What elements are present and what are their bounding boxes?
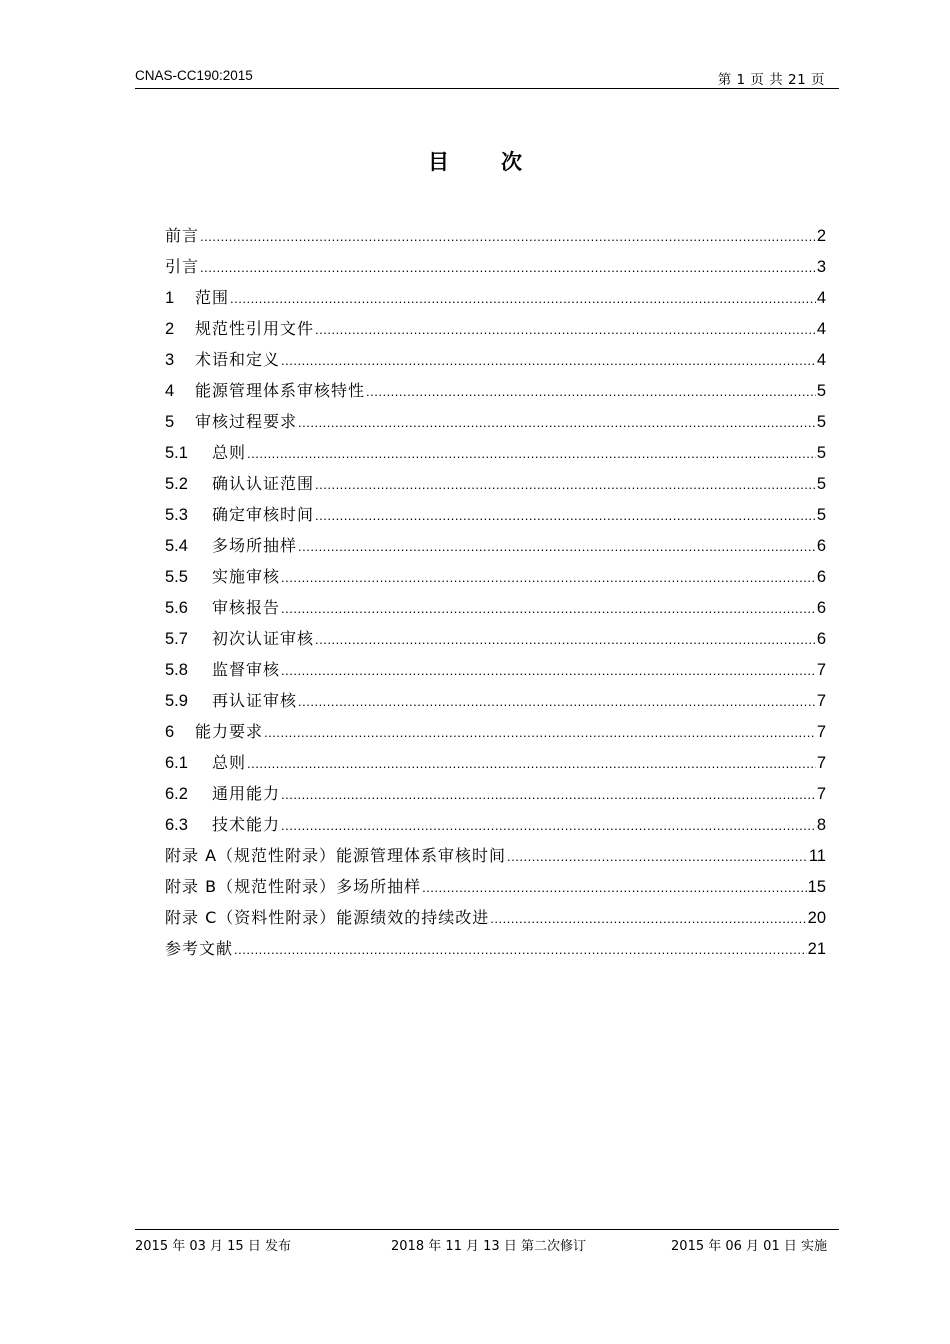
page-header <box>135 66 839 89</box>
toc-entry-page: 4 <box>816 351 826 369</box>
toc-entry-title: 附录 B（规范性附录）多场所抽样 <box>165 877 422 896</box>
toc-entry-number: 5.4 <box>165 537 188 555</box>
toc-entry-page: 7 <box>816 785 826 803</box>
toc-entry-number: 4 <box>165 382 175 400</box>
revision-date: 2018 年 11 月 13 日 第二次修订 <box>391 1239 586 1254</box>
toc-entry-number: 6.2 <box>165 785 188 803</box>
toc-entry-page: 6 <box>816 568 826 586</box>
toc-entry[interactable] <box>165 625 826 656</box>
toc-entry-page: 2 <box>816 227 826 245</box>
toc-entry-number: 5 <box>165 413 175 431</box>
toc-entry-title: 规范性引用文件 <box>195 319 315 338</box>
toc-entry[interactable] <box>165 935 826 966</box>
toc-entry-title: 总则 <box>212 443 247 462</box>
toc-entry[interactable] <box>165 594 826 625</box>
toc-dot-leader <box>281 347 816 374</box>
toc-entry-number: 3 <box>165 351 175 369</box>
toc-entry[interactable] <box>165 408 826 439</box>
toc-dot-leader <box>315 502 816 529</box>
toc-entry-title: 术语和定义 <box>195 350 281 369</box>
toc-entry[interactable] <box>165 315 826 346</box>
toc-entry-page: 4 <box>816 320 826 338</box>
toc-dot-leader <box>234 936 807 963</box>
toc-dot-leader <box>490 905 806 932</box>
effective-date: 2015 年 06 月 01 日 实施 <box>671 1239 827 1254</box>
toc-dot-leader <box>366 378 816 405</box>
toc-entry-number: 5.7 <box>165 630 188 648</box>
toc-dot-leader <box>264 719 816 746</box>
toc-entry[interactable] <box>165 439 826 470</box>
toc-entry[interactable] <box>165 811 826 842</box>
toc-entry[interactable] <box>165 687 826 718</box>
toc-title-char-2: 次 <box>501 149 522 174</box>
toc-entry-page: 4 <box>816 289 826 307</box>
toc-dot-leader <box>315 626 816 653</box>
toc-title <box>0 146 950 176</box>
toc-entry-page: 5 <box>816 506 826 524</box>
toc-dot-leader <box>315 316 816 343</box>
toc-entry-title: 能源管理体系审核特性 <box>195 381 366 400</box>
toc-entry-title: 通用能力 <box>212 784 281 803</box>
toc-entry-page: 5 <box>816 382 826 400</box>
toc-entry-page: 5 <box>816 475 826 493</box>
toc-entry-number: 5.6 <box>165 599 188 617</box>
toc-dot-leader <box>507 843 808 870</box>
toc-entry-title: 审核报告 <box>212 598 281 617</box>
toc-entry-page: 21 <box>807 940 826 958</box>
page-number-info: 第 1 页 共 21 页 <box>717 72 825 88</box>
toc-dot-leader <box>200 223 816 250</box>
toc-entry-title: 多场所抽样 <box>212 536 298 555</box>
toc-entry-title: 确定审核时间 <box>212 505 315 524</box>
toc-entry[interactable] <box>165 656 826 687</box>
toc-entry[interactable] <box>165 904 826 935</box>
toc-entry[interactable] <box>165 718 826 749</box>
toc-entry-page: 7 <box>816 723 826 741</box>
toc-entry-page: 6 <box>816 630 826 648</box>
toc-entry-title: 初次认证审核 <box>212 629 315 648</box>
toc-entry-title: 前言 <box>165 226 200 245</box>
toc-entry[interactable] <box>165 377 826 408</box>
toc-entry-page: 6 <box>816 537 826 555</box>
toc-dot-leader <box>230 285 816 312</box>
toc-entry-number: 6 <box>165 723 175 741</box>
toc-entry-page: 3 <box>816 258 826 276</box>
toc-entry-title: 附录 A（规范性附录）能源管理体系审核时间 <box>165 846 507 865</box>
toc-entry[interactable] <box>165 501 826 532</box>
toc-entry[interactable] <box>165 470 826 501</box>
toc-dot-leader <box>298 688 816 715</box>
toc-entry-title: 确认认证范围 <box>212 474 315 493</box>
toc-entry-title: 总则 <box>212 753 247 772</box>
toc-entry[interactable] <box>165 222 826 253</box>
toc-dot-leader <box>281 595 816 622</box>
toc-dot-leader <box>281 781 816 808</box>
toc-entry-title: 再认证审核 <box>212 691 298 710</box>
toc-dot-leader <box>247 750 816 777</box>
toc-title-char-1: 目 <box>428 149 449 174</box>
toc-entry-page: 8 <box>816 816 826 834</box>
toc-entry[interactable] <box>165 284 826 315</box>
toc-entry-page: 11 <box>808 847 826 865</box>
toc-entry-title: 参考文献 <box>165 939 234 958</box>
toc-entry[interactable] <box>165 873 826 904</box>
toc-entry-page: 7 <box>816 754 826 772</box>
toc-entry[interactable] <box>165 842 826 873</box>
toc-entry-number: 5.5 <box>165 568 188 586</box>
toc-entry-number: 6.3 <box>165 816 188 834</box>
toc-entry-number: 5.3 <box>165 506 188 524</box>
toc-entry[interactable] <box>165 253 826 284</box>
toc-entry-title: 实施审核 <box>212 567 281 586</box>
toc-entry-title: 引言 <box>165 257 200 276</box>
toc-entry-number: 5.9 <box>165 692 188 710</box>
toc-entry-page: 7 <box>816 692 826 710</box>
toc-entry[interactable] <box>165 780 826 811</box>
toc-entry-number: 2 <box>165 320 175 338</box>
toc-entry-title: 审核过程要求 <box>195 412 298 431</box>
toc-dot-leader <box>281 657 816 684</box>
toc-entry-title: 能力要求 <box>195 722 264 741</box>
toc-entry[interactable] <box>165 346 826 377</box>
toc-entry-title: 监督审核 <box>212 660 281 679</box>
toc-dot-leader <box>422 874 807 901</box>
toc-entry-number: 5.2 <box>165 475 188 493</box>
toc-entry-number: 6.1 <box>165 754 188 772</box>
table-of-contents <box>165 222 826 966</box>
toc-entry-title: 技术能力 <box>212 815 281 834</box>
toc-entry-page: 6 <box>816 599 826 617</box>
toc-entry-title: 范围 <box>195 288 230 307</box>
issue-date: 2015 年 03 月 15 日 发布 <box>135 1239 291 1254</box>
document-id: CNAS-CC190:2015 <box>135 68 253 83</box>
toc-entry-title: 附录 C（资料性附录）能源绩效的持续改进 <box>165 908 490 927</box>
toc-entry[interactable] <box>165 749 826 780</box>
toc-entry[interactable] <box>165 532 826 563</box>
toc-dot-leader <box>298 409 816 436</box>
toc-dot-leader <box>298 533 816 560</box>
page-footer <box>135 1229 839 1254</box>
toc-entry-page: 20 <box>807 909 826 927</box>
toc-entry-page: 5 <box>816 444 826 462</box>
toc-dot-leader <box>315 471 816 498</box>
toc-entry-page: 7 <box>816 661 826 679</box>
toc-entry-number: 1 <box>165 289 175 307</box>
toc-entry-number: 5.8 <box>165 661 188 679</box>
toc-dot-leader <box>247 440 816 467</box>
toc-entry-page: 15 <box>807 878 826 896</box>
toc-dot-leader <box>281 812 816 839</box>
toc-entry-number: 5.1 <box>165 444 188 462</box>
toc-dot-leader <box>200 254 816 281</box>
toc-entry-page: 5 <box>816 413 826 431</box>
toc-entry[interactable] <box>165 563 826 594</box>
toc-dot-leader <box>281 564 816 591</box>
